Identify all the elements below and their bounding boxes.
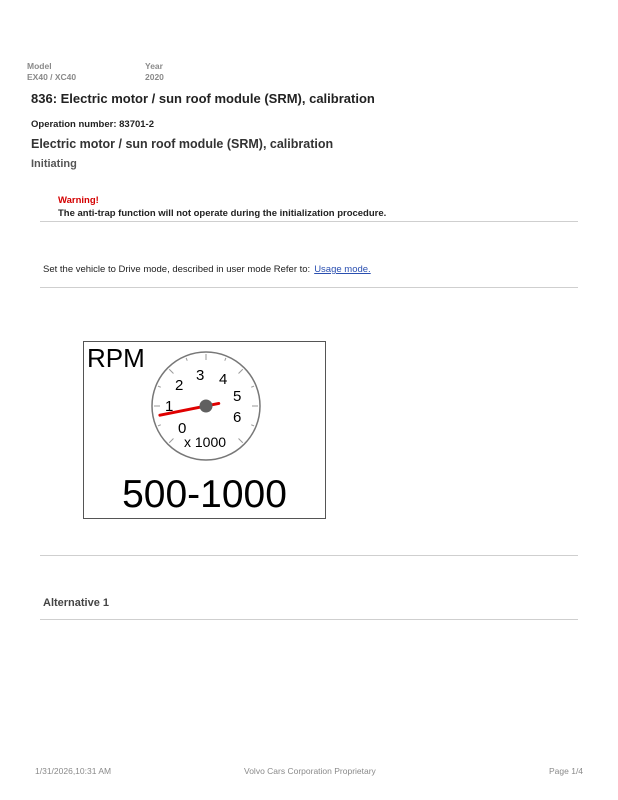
divider <box>40 619 578 620</box>
scale-number-4: 4 <box>219 371 228 388</box>
model-value: EX40 / XC40 <box>27 72 77 82</box>
year-value: 2020 <box>145 72 164 82</box>
usage-mode-link[interactable]: Usage mode. <box>314 264 371 275</box>
rpm-figure <box>83 341 326 519</box>
rpm-multiplier: x 1000 <box>184 434 227 450</box>
rpm-label: RPM <box>87 343 145 373</box>
model-label: Model <box>27 61 52 71</box>
scale-number-1: 1 <box>165 398 174 415</box>
rpm-range: 500-1000 <box>122 473 287 516</box>
section-title: Electric motor / sun roof module (SRM), calibration <box>31 137 334 151</box>
year-label: Year <box>145 61 163 71</box>
footer-page-number: Page 1/4 <box>549 766 584 776</box>
step-text: Set the vehicle to Drive mode, described in user mode Refer to: <box>43 264 311 275</box>
section-subtitle: Initiating <box>31 158 77 170</box>
scale-number-6: 6 <box>233 409 242 426</box>
divider <box>40 555 578 556</box>
footer-datetime: 1/31/2026,10:31 AM <box>35 766 112 776</box>
alternative-title: Alternative 1 <box>43 597 110 609</box>
warning-text: The anti-trap function will not operate during the initialization procedure. <box>58 208 387 219</box>
year-meta <box>145 61 164 83</box>
step-instruction <box>43 264 371 275</box>
divider <box>40 221 578 222</box>
scale-number-0: 0 <box>178 420 187 437</box>
footer-proprietary: Volvo Cars Corporation Proprietary <box>244 766 376 776</box>
warning-title: Warning! <box>58 195 99 206</box>
scale-number-2: 2 <box>175 377 184 394</box>
model-meta <box>27 61 76 83</box>
scale-number-3: 3 <box>196 367 205 384</box>
scale-number-5: 5 <box>233 388 242 405</box>
document-title: 836: Electric motor / sun roof module (SRM), calibration <box>31 91 375 106</box>
operation-number: Operation number: 83701-2 <box>31 119 155 130</box>
needle-hub <box>200 400 213 413</box>
divider <box>40 287 578 288</box>
